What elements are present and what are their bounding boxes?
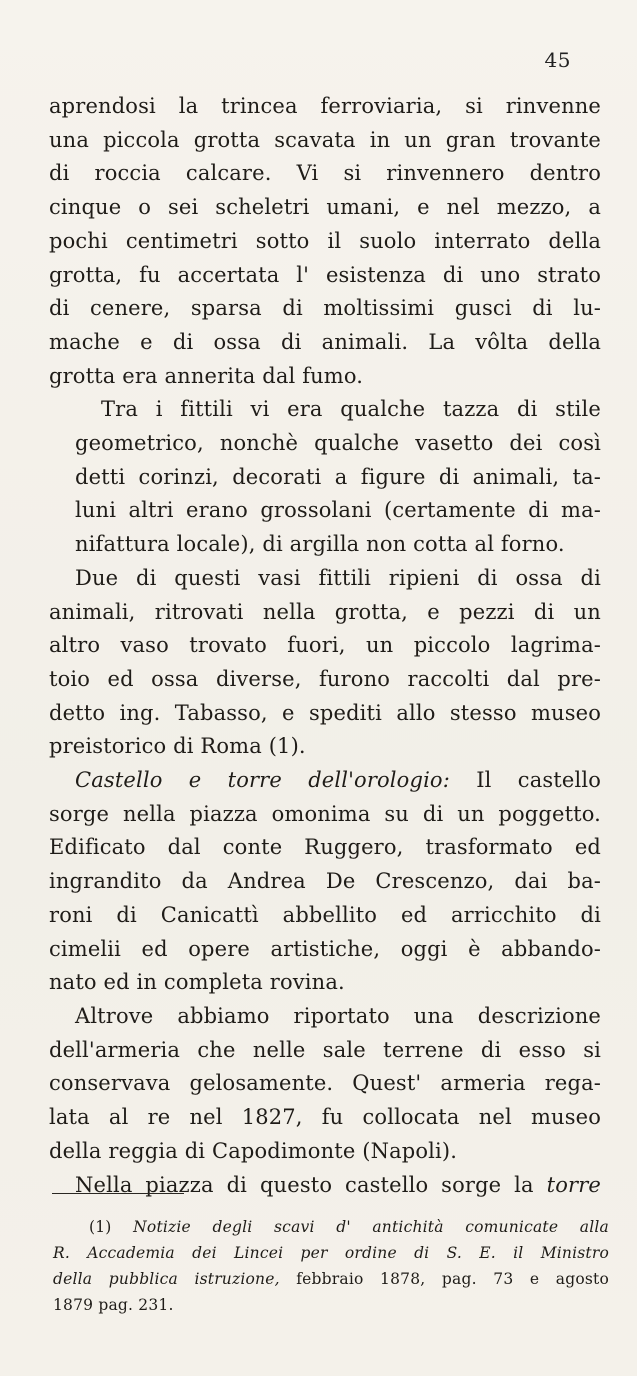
footnote-citation: della pubblica istruzione, <box>53 1270 280 1288</box>
footnote-line: R. Accademia dei Lincei per ordine di S. E. il Ministro <box>53 1244 609 1262</box>
text-line: Altrove abbiamo riportato una descrizione <box>75 1003 601 1028</box>
text-fragment: Il castello <box>449 768 601 793</box>
paragraph-3 <box>49 562 601 764</box>
text-line: Tra i fittili vi era qualche tazza di stile <box>101 397 601 422</box>
paragraph-6 <box>49 1169 601 1203</box>
text-line: cimelii ed opere artistiche, oggi è abbando- <box>49 936 601 961</box>
footnote-line <box>53 1266 609 1292</box>
text-line: di cenere, sparsa di moltissimi gusci di lu- <box>49 296 601 321</box>
paragraph-1 <box>49 90 601 393</box>
text-line: luni altri erano grossolani (certamente di ma- <box>75 498 601 523</box>
text-line: detto ing. Tabasso, e spediti allo stesso museo <box>49 700 601 725</box>
footnote-line: 1879 pag. 231. <box>53 1296 174 1314</box>
page-number: 45 <box>544 48 571 72</box>
text-line: lata al re nel 1827, fu collocata nel museo <box>49 1105 601 1130</box>
text-fragment-italic: torre <box>546 1172 601 1197</box>
text-line: nifattura locale), di argilla non cotta al forno. <box>75 532 565 557</box>
text-line: ingrandito da Andrea De Crescenzo, dai ba- <box>49 869 601 894</box>
text-line: Edificato dal conte Ruggero, trasformato ed <box>49 835 601 860</box>
text-line: pochi centimetri sotto il suolo interrato della <box>49 228 601 253</box>
text-line: mache e di ossa di animali. La vôlta della <box>49 329 601 354</box>
text-line: grotta era annerita dal fumo. <box>49 363 364 388</box>
footnote-line <box>53 1214 609 1240</box>
text-fragment: Nella piazza di questo castello sorge la <box>75 1172 534 1197</box>
paragraph-2 <box>49 393 601 562</box>
text-line: detti corinzi, decorati a figure di animali, ta- <box>75 464 601 489</box>
footnote <box>53 1214 609 1318</box>
paragraph-4 <box>49 764 601 1000</box>
text-line: roni di Canicattì abbellito ed arricchito di <box>49 902 601 927</box>
text-line: conservava gelosamente. Quest' armeria rega- <box>49 1071 601 1096</box>
text-line: preistorico di Roma (1). <box>49 734 306 759</box>
text-line: geometrico, nonchè qualche vasetto dei così <box>75 431 601 456</box>
text-line: una piccola grotta scavata in un gran trovante <box>49 127 601 152</box>
footnote-text: febbraio 1878, pag. 73 e agosto <box>279 1270 609 1288</box>
section-heading-italic: Castello e torre dell'orologio: <box>75 768 450 793</box>
text-line: di roccia calcare. Vi si rinvennero dentro <box>49 161 601 186</box>
text-line: dell'armeria che nelle sale terrene di esso si <box>49 1037 601 1062</box>
text-line <box>49 1169 601 1203</box>
footnote-citation: Notizie degli scavi d' antichità comunicate alla <box>133 1218 609 1236</box>
text-line: cinque o sei scheletri umani, e nel mezzo, a <box>49 195 601 220</box>
text-line: animali, ritrovati nella grotta, e pezzi di un <box>49 599 601 624</box>
footnote-marker: (1) <box>89 1218 112 1236</box>
body-text <box>49 90 601 1202</box>
text-line: della reggia di Capodimonte (Napoli). <box>49 1138 458 1163</box>
text-line: altro vaso trovato fuori, un piccolo lagrima- <box>49 633 601 658</box>
text-line: Due di questi vasi fittili ripieni di ossa di <box>75 565 601 590</box>
footnote-divider <box>52 1193 184 1194</box>
text-line: nato ed in completa rovina. <box>49 970 345 995</box>
text-line <box>49 764 601 798</box>
text-line: grotta, fu accertata l' esistenza di uno strato <box>49 262 601 287</box>
text-line: toio ed ossa diverse, furono raccolti dal pre- <box>49 666 601 691</box>
text-line: aprendosi la trincea ferroviaria, si rinvenne <box>49 94 601 118</box>
paragraph-5 <box>49 1000 601 1169</box>
text-line: sorge nella piazza omonima su di un poggetto. <box>49 801 601 826</box>
